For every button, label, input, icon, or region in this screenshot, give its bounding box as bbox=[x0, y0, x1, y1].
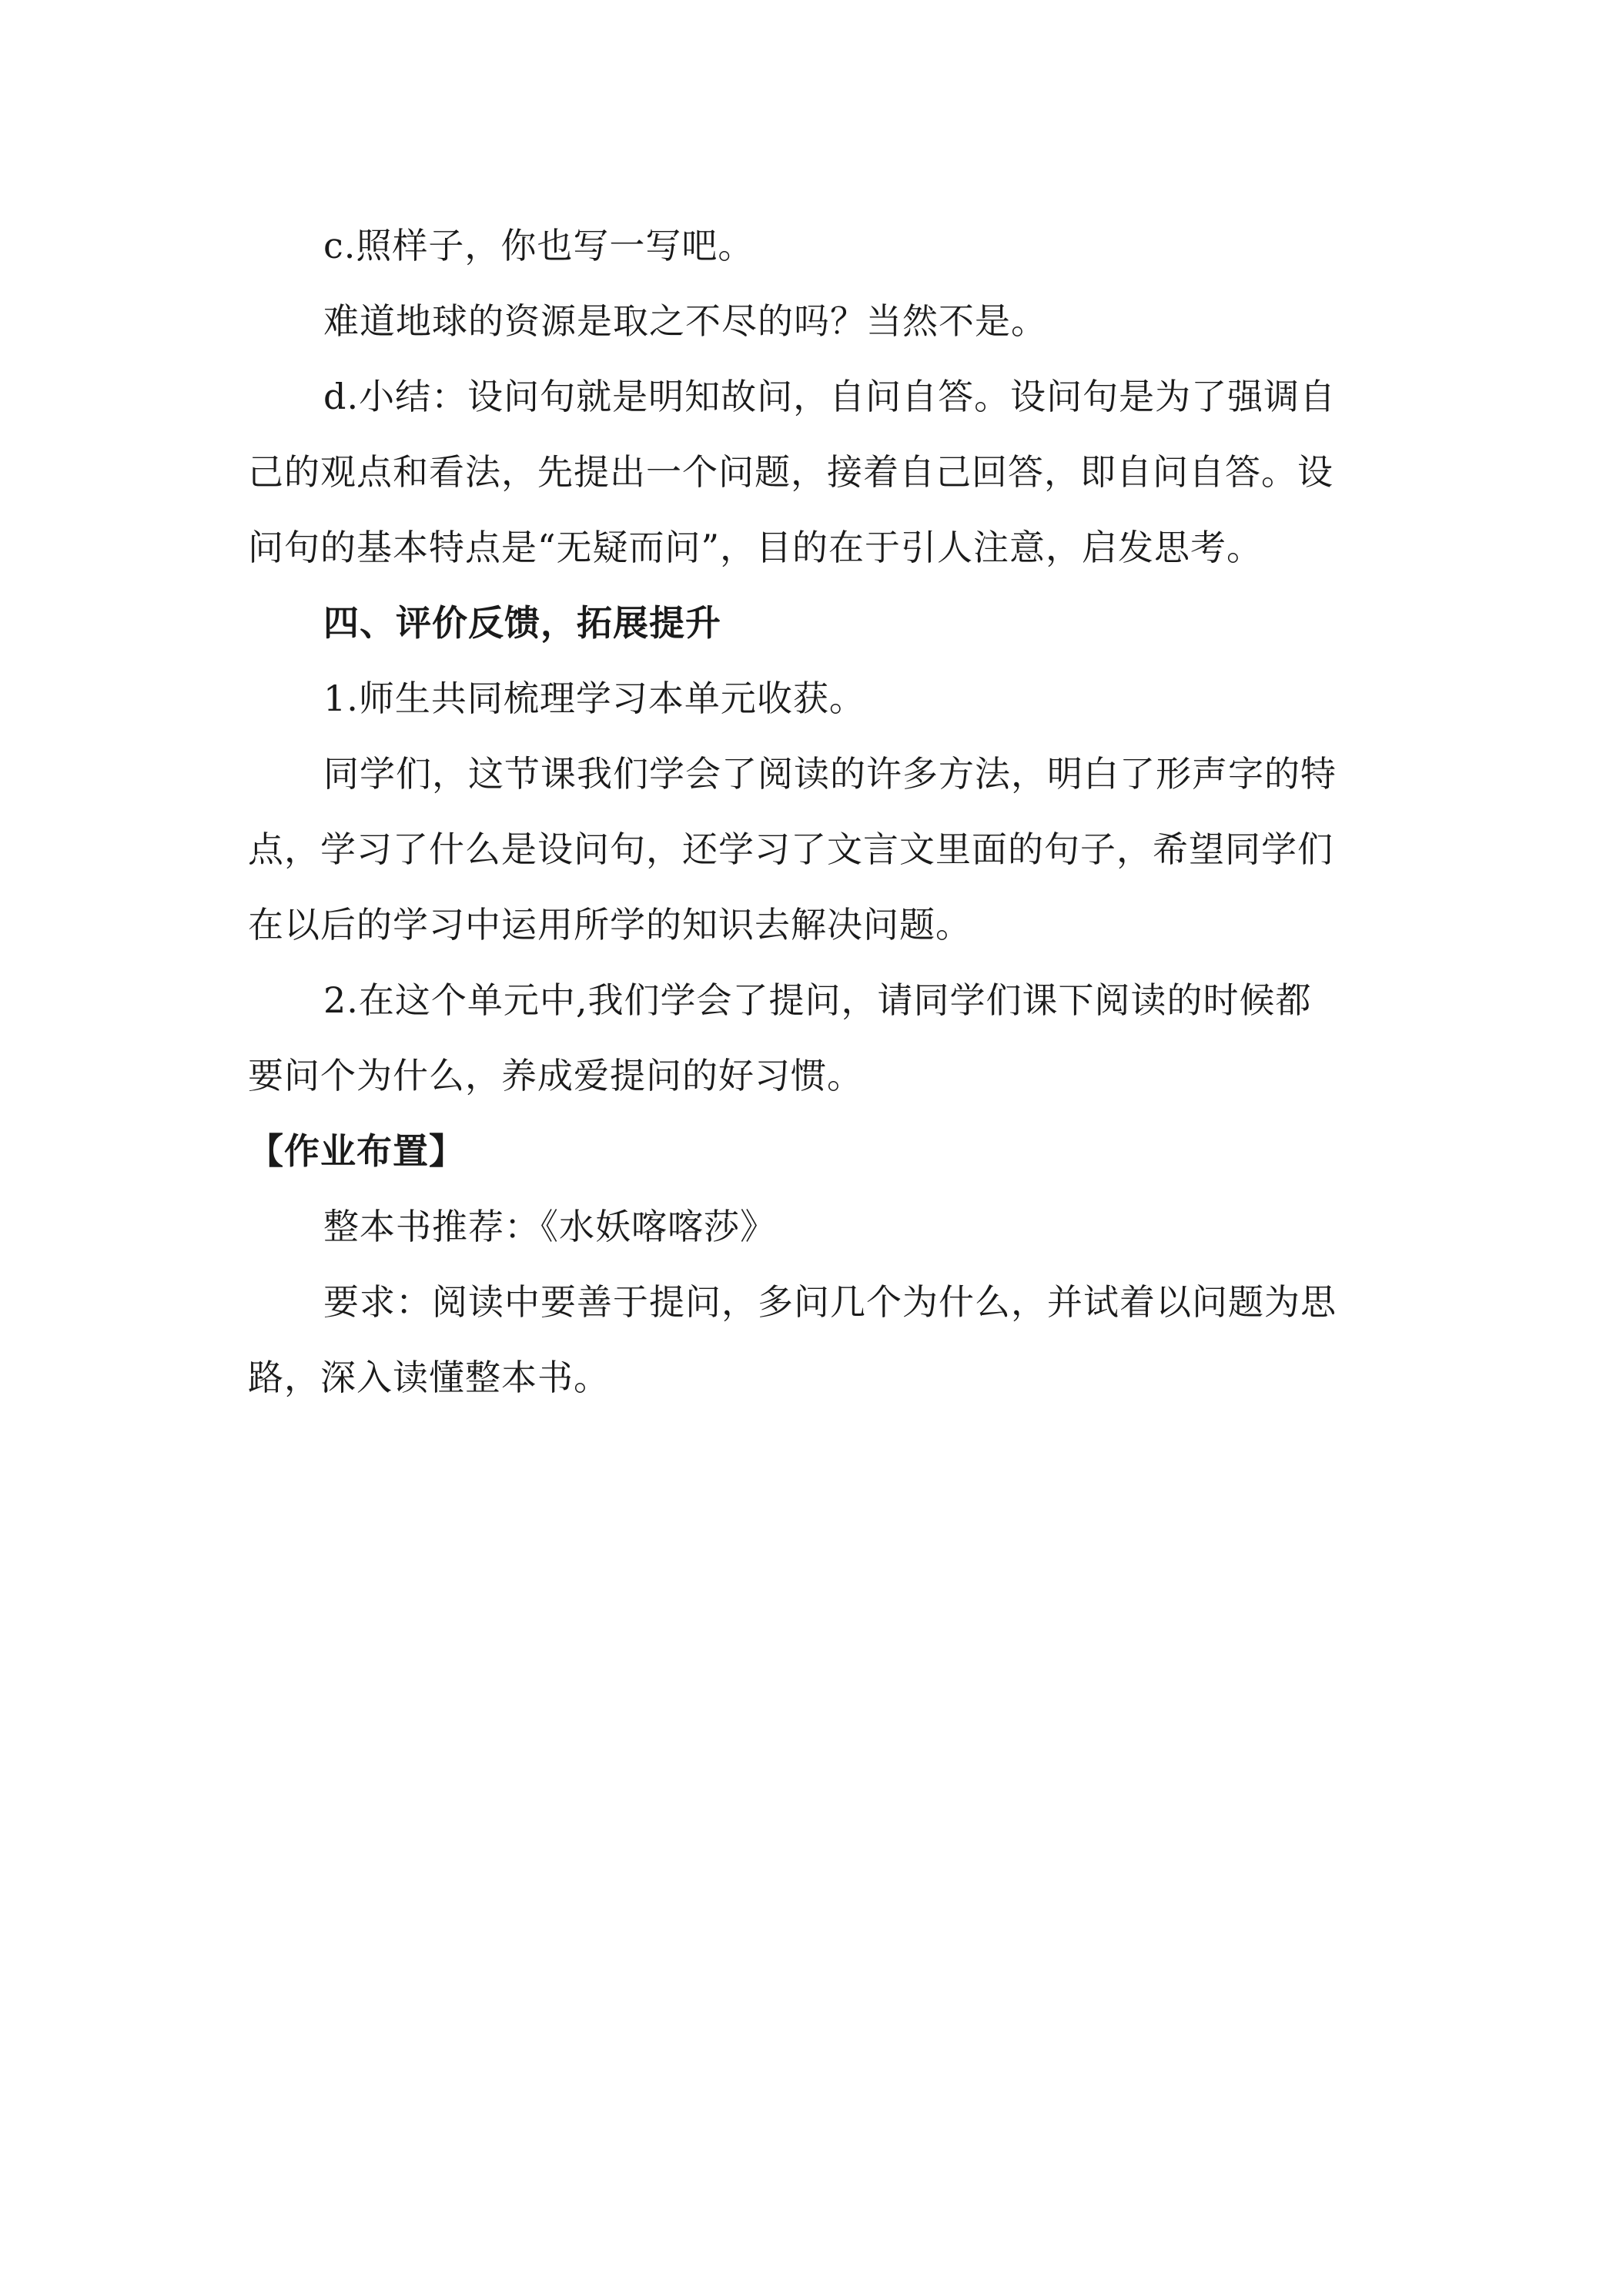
line-paragraph-cont-1: 点，学习了什么是设问句，还学习了文言文里面的句子，希望同学们 bbox=[248, 828, 1334, 870]
line-summary-cont-1: 己的观点和看法，先提出一个问题，接着自己回答，即自问自答。设 bbox=[248, 451, 1334, 493]
line-book-recommendation: 整本书推荐：《水妖喀喀莎》 bbox=[323, 1206, 776, 1247]
line-summary-cont-2: 问句的基本特点是“无疑而问”，目的在于引人注意，启发思考。 bbox=[248, 527, 1263, 568]
line-summary-start: d.小结：设问句就是明知故问，自问自答。设问句是为了强调自 bbox=[323, 376, 1337, 417]
line-c-example: c.照样子，你也写一写吧。 bbox=[323, 225, 755, 266]
line-item-2: 2.在这个单元中,我们学会了提问，请同学们课下阅读的时候都 bbox=[323, 979, 1312, 1021]
line-item-1: 1.师生共同梳理学习本单元收获。 bbox=[323, 678, 865, 719]
line-requirement-start: 要求：阅读中要善于提问，多问几个为什么，并试着以问题为思 bbox=[323, 1281, 1337, 1323]
line-example-sentence: 难道地球的资源是取之不尽的吗？当然不是。 bbox=[323, 300, 1047, 342]
document-page bbox=[248, 208, 1389, 1415]
line-paragraph-start: 同学们，这节课我们学会了阅读的许多方法，明白了形声字的特 bbox=[323, 753, 1337, 795]
line-item-2-cont: 要问个为什么，养成爱提问的好习惯。 bbox=[248, 1055, 863, 1096]
section-heading-homework: 【作业布置】 bbox=[248, 1130, 465, 1172]
section-heading-evaluation: 四、评价反馈，拓展提升 bbox=[323, 602, 721, 644]
line-requirement-cont: 路，深入读懂整本书。 bbox=[248, 1357, 610, 1398]
line-paragraph-cont-2: 在以后的学习中运用所学的知识去解决问题。 bbox=[248, 904, 972, 946]
